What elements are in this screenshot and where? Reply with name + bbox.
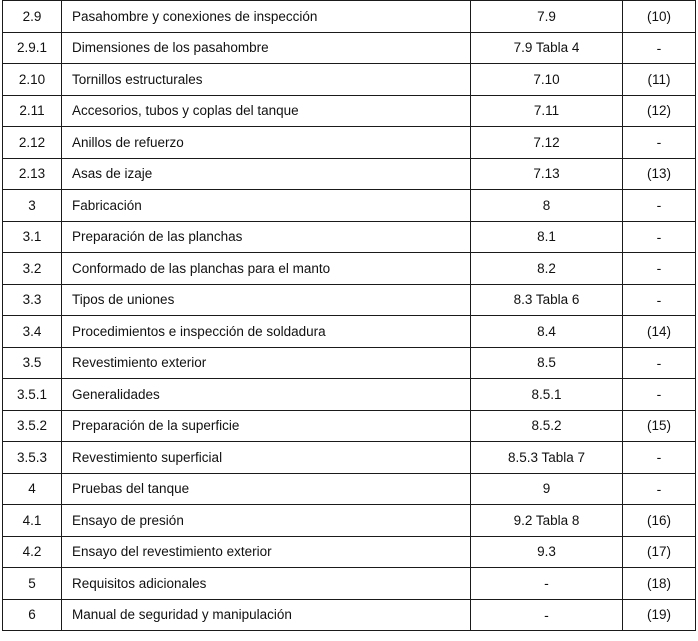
section-number-cell: 3.5.1 [3, 379, 62, 411]
clause-reference-cell: 8 [471, 190, 623, 222]
note-cell: (15) [623, 410, 696, 442]
note-cell: - [623, 379, 696, 411]
section-number-cell: 3 [3, 190, 62, 222]
section-title-cell: Manual de seguridad y manipulación [62, 599, 471, 631]
note-cell: - [623, 32, 696, 64]
table-row [3, 1, 696, 33]
section-title-cell: Requisitos adicionales [62, 568, 471, 600]
note-cell: - [623, 347, 696, 379]
note-cell: - [623, 473, 696, 505]
section-title-cell: Accesorios, tubos y coplas del tanque [62, 95, 471, 127]
section-title-cell: Preparación de las planchas [62, 221, 471, 253]
note-cell: - [623, 442, 696, 474]
section-title-cell: Fabricación [62, 190, 471, 222]
section-number-cell: 3.2 [3, 253, 62, 285]
clause-reference-cell: 8.5.2 [471, 410, 623, 442]
section-title-cell: Generalidades [62, 379, 471, 411]
note-cell: (19) [623, 599, 696, 631]
section-number-cell: 2.9.1 [3, 32, 62, 64]
table-row [3, 190, 696, 222]
note-cell: - [623, 190, 696, 222]
table-row [3, 473, 696, 505]
table-row [3, 95, 696, 127]
section-number-cell: 4.1 [3, 505, 62, 537]
table-row [3, 536, 696, 568]
table-row [3, 221, 696, 253]
table-body [3, 1, 696, 631]
note-cell: - [623, 284, 696, 316]
note-cell: (14) [623, 316, 696, 348]
section-title-cell: Tipos de uniones [62, 284, 471, 316]
note-cell: - [623, 221, 696, 253]
section-title-cell: Pruebas del tanque [62, 473, 471, 505]
requirements-table [2, 0, 696, 631]
table-row [3, 64, 696, 96]
section-title-cell: Revestimiento exterior [62, 347, 471, 379]
table-row [3, 505, 696, 537]
table-row [3, 253, 696, 285]
section-number-cell: 4.2 [3, 536, 62, 568]
table-row [3, 316, 696, 348]
section-title-cell: Ensayo de presión [62, 505, 471, 537]
note-cell: (12) [623, 95, 696, 127]
section-number-cell: 5 [3, 568, 62, 600]
note-cell: (17) [623, 536, 696, 568]
note-cell: - [623, 253, 696, 285]
clause-reference-cell: 8.5 [471, 347, 623, 379]
section-number-cell: 6 [3, 599, 62, 631]
section-number-cell: 4 [3, 473, 62, 505]
section-number-cell: 2.9 [3, 1, 62, 33]
table-row [3, 284, 696, 316]
section-number-cell: 2.12 [3, 127, 62, 159]
clause-reference-cell: 7.13 [471, 158, 623, 190]
section-title-cell: Pasahombre y conexiones de inspección [62, 1, 471, 33]
clause-reference-cell: 8.1 [471, 221, 623, 253]
section-title-cell: Conformado de las planchas para el manto [62, 253, 471, 285]
clause-reference-cell: 8.3 Tabla 6 [471, 284, 623, 316]
section-title-cell: Dimensiones de los pasahombre [62, 32, 471, 64]
note-cell: (18) [623, 568, 696, 600]
section-title-cell: Ensayo del revestimiento exterior [62, 536, 471, 568]
section-number-cell: 3.5.3 [3, 442, 62, 474]
table-row [3, 442, 696, 474]
clause-reference-cell: 7.10 [471, 64, 623, 96]
section-number-cell: 2.13 [3, 158, 62, 190]
section-number-cell: 2.11 [3, 95, 62, 127]
table-row [3, 127, 696, 159]
table-row [3, 32, 696, 64]
section-title-cell: Revestimiento superficial [62, 442, 471, 474]
note-cell: (10) [623, 1, 696, 33]
section-number-cell: 3.5.2 [3, 410, 62, 442]
table-row [3, 347, 696, 379]
section-title-cell: Tornillos estructurales [62, 64, 471, 96]
clause-reference-cell: 7.11 [471, 95, 623, 127]
section-number-cell: 3.5 [3, 347, 62, 379]
clause-reference-cell: - [471, 568, 623, 600]
section-title-cell: Asas de izaje [62, 158, 471, 190]
document-sheet [2, 0, 696, 631]
section-number-cell: 2.10 [3, 64, 62, 96]
clause-reference-cell: 8.5.1 [471, 379, 623, 411]
section-number-cell: 3.1 [3, 221, 62, 253]
section-number-cell: 3.3 [3, 284, 62, 316]
clause-reference-cell: 7.9 [471, 1, 623, 33]
clause-reference-cell: 8.2 [471, 253, 623, 285]
clause-reference-cell: 9.2 Tabla 8 [471, 505, 623, 537]
table-row [3, 410, 696, 442]
section-title-cell: Procedimientos e inspección de soldadura [62, 316, 471, 348]
clause-reference-cell: 7.12 [471, 127, 623, 159]
note-cell: (11) [623, 64, 696, 96]
clause-reference-cell: 8.4 [471, 316, 623, 348]
table-row [3, 158, 696, 190]
table-row [3, 379, 696, 411]
section-title-cell: Anillos de refuerzo [62, 127, 471, 159]
clause-reference-cell: 9.3 [471, 536, 623, 568]
table-row [3, 568, 696, 600]
clause-reference-cell: 7.9 Tabla 4 [471, 32, 623, 64]
clause-reference-cell: - [471, 599, 623, 631]
table-row [3, 599, 696, 631]
note-cell: - [623, 127, 696, 159]
clause-reference-cell: 9 [471, 473, 623, 505]
clause-reference-cell: 8.5.3 Tabla 7 [471, 442, 623, 474]
section-title-cell: Preparación de la superficie [62, 410, 471, 442]
note-cell: (16) [623, 505, 696, 537]
note-cell: (13) [623, 158, 696, 190]
section-number-cell: 3.4 [3, 316, 62, 348]
